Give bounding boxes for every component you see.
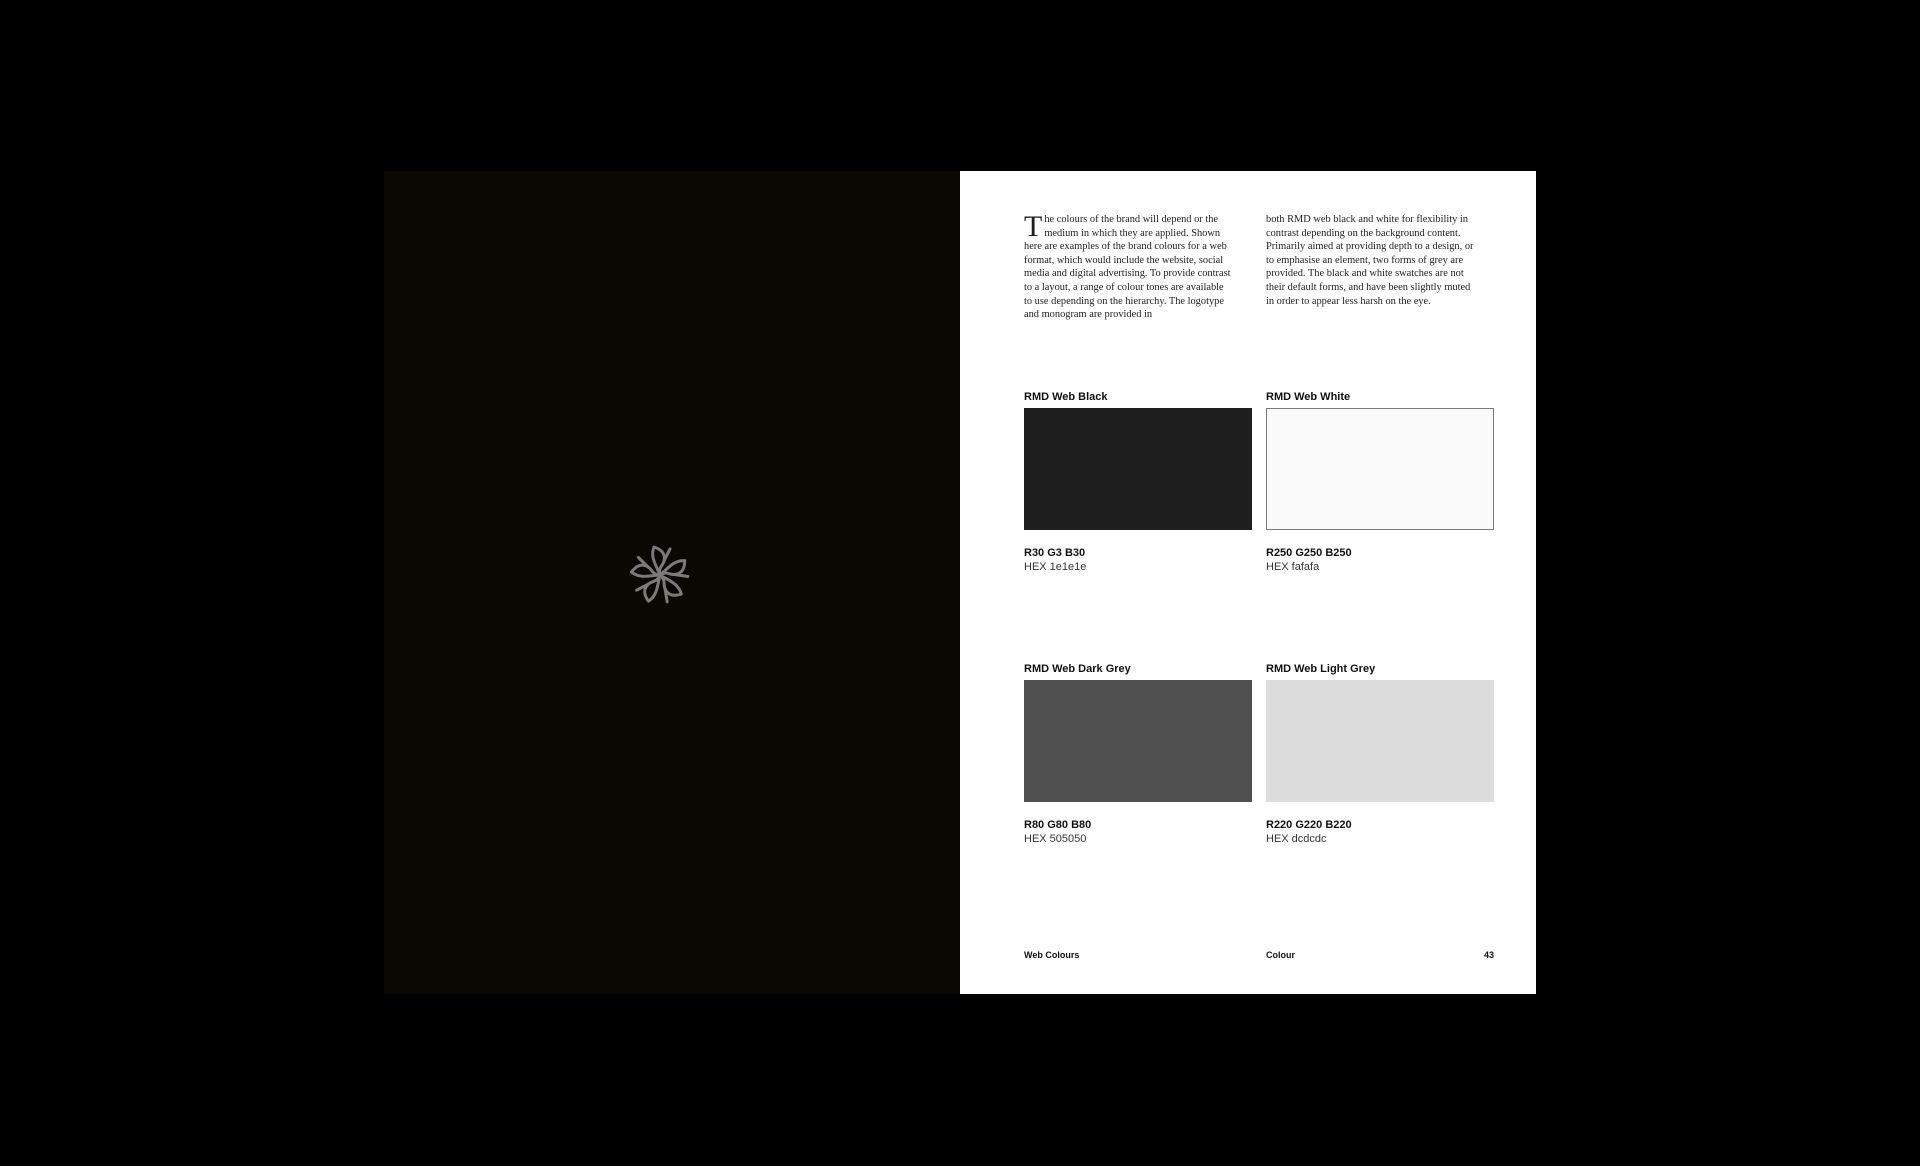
color-swatch-web-black <box>1024 408 1252 530</box>
swatch-rgb-value: R220 G220 B220 <box>1266 819 1352 831</box>
intro-text-col1-body: he colours of the brand will depend or the medium in which they are applied. Shown here are examples of the brand colours for a web format, which would include the website, social media and digital advertising. To provide contrast to a layout, a range of colour tones are available to use depending on the hierarchy. The logotype and monogram are provided in <box>1024 214 1231 321</box>
color-swatch-web-dark-grey <box>1024 680 1252 802</box>
swatch-hex-value: HEX fafafa <box>1266 561 1320 573</box>
swatch-rgb-value: R80 G80 B80 <box>1024 819 1092 831</box>
brand-book-spread <box>384 171 1536 994</box>
swatch-block-web-black <box>1024 390 1252 574</box>
footer-section-label: Web Colours <box>1024 950 1080 960</box>
color-swatch-web-white <box>1266 408 1494 530</box>
swatch-title: RMD Web Light Grey <box>1266 663 1376 675</box>
swatch-rgb-value: R30 G3 B30 <box>1024 547 1086 559</box>
swatch-hex-value: HEX dcdcdc <box>1266 833 1327 845</box>
left-page <box>384 171 960 994</box>
swatch-title: RMD Web Dark Grey <box>1024 663 1131 675</box>
intro-text-column-2: both RMD web black and white for flexibility in contrast depending on the background content. Primarily aimed at providing depth to a design, or to emphasise an element, two forms of grey are provided. The black and white swatches are not their default forms, and have been slightly muted in order to appear less harsh on the eye. <box>1266 214 1474 307</box>
intro-text-column-1 <box>1024 210 1234 322</box>
swatch-block-web-dark-grey <box>1024 662 1252 846</box>
swatch-title: RMD Web White <box>1266 391 1351 403</box>
rmd-monogram-icon <box>620 535 700 615</box>
drop-cap: T <box>1024 210 1043 243</box>
footer-chapter-label: Colour <box>1266 950 1295 960</box>
swatch-title: RMD Web Black <box>1024 391 1108 403</box>
swatch-rgb-value: R250 G250 B250 <box>1266 547 1352 559</box>
color-swatch-web-light-grey <box>1266 680 1494 802</box>
swatch-block-web-light-grey <box>1266 662 1494 846</box>
page-number: 43 <box>1483 950 1494 960</box>
swatch-hex-value: HEX 1e1e1e <box>1024 561 1087 573</box>
swatch-hex-value: HEX 505050 <box>1024 833 1087 845</box>
swatch-block-web-white <box>1266 390 1494 574</box>
right-page <box>960 171 1536 994</box>
